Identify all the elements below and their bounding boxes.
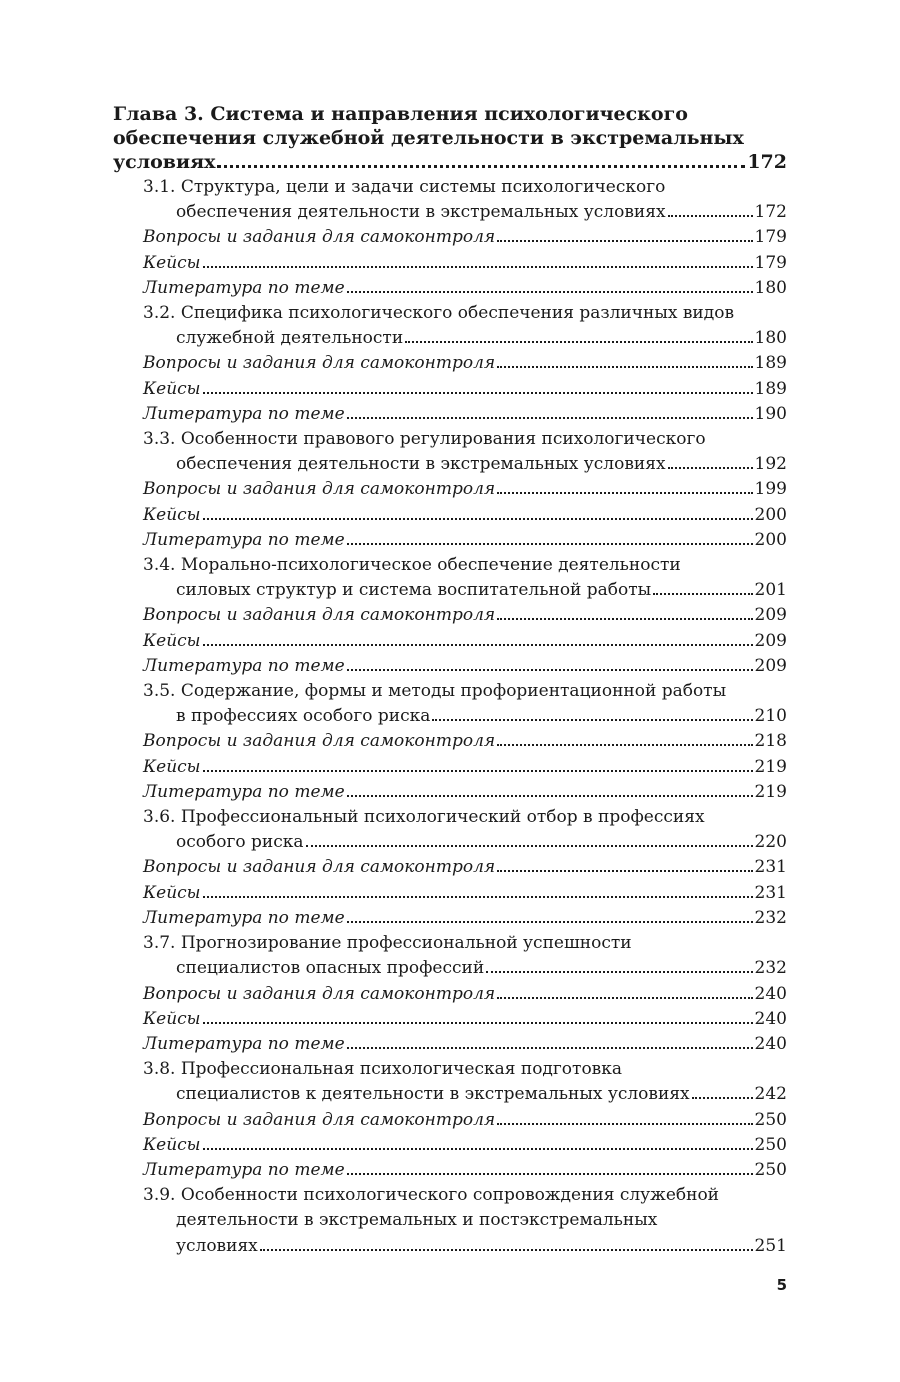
dot-leader [497, 492, 752, 494]
dot-leader [203, 1148, 753, 1150]
page-number-ref: 240 [754, 1033, 787, 1054]
subsection-cases[interactable] [113, 1007, 787, 1032]
subsection-literature[interactable] [113, 906, 787, 931]
section-block [113, 805, 787, 931]
section-title-line: 3.5. Содержание, формы и методы профориентационной работы [143, 681, 727, 702]
section-title-last-line: в профессиях особого риска [176, 706, 431, 727]
dot-leader [497, 240, 752, 242]
dot-leader [497, 366, 752, 368]
page-number-ref: 179 [754, 252, 787, 273]
section-block [113, 301, 787, 427]
dot-leader [692, 1097, 753, 1099]
subsection-questions[interactable] [113, 855, 787, 880]
dot-leader [405, 341, 752, 343]
dot-leader [347, 1173, 753, 1175]
dot-leader [203, 770, 753, 772]
page-number-ref: 201 [754, 580, 787, 601]
subsection-cases[interactable] [113, 755, 787, 780]
page-number-ref: 189 [754, 353, 787, 374]
section-entry[interactable] [113, 1082, 787, 1107]
section-entry[interactable] [113, 326, 787, 351]
subsection-label: Литература по теме [143, 529, 345, 550]
subsection-label: Кейсы [143, 630, 201, 651]
page-number-ref: 240 [754, 983, 787, 1004]
page-number-ref: 180 [754, 277, 787, 298]
section-entry[interactable] [113, 704, 787, 729]
section-block [113, 427, 787, 553]
page-number-ref: 200 [754, 504, 787, 525]
page-number-ref: 199 [754, 479, 787, 500]
subsection-label: Литература по теме [143, 403, 345, 424]
dot-leader [347, 669, 753, 671]
section-entry[interactable] [113, 956, 787, 981]
section-title-last-line: специалистов к деятельности в экстремальных условиях [176, 1084, 690, 1105]
subsection-cases[interactable] [113, 251, 787, 276]
chapter-title-line: обеспечения служебной деятельности в экстремальных [113, 127, 744, 149]
section-block [113, 553, 787, 679]
section-title-last-line: служебной деятельности [176, 328, 404, 349]
dot-leader [653, 593, 752, 595]
subsection-cases[interactable] [113, 881, 787, 906]
page-number: 5 [776, 1276, 787, 1294]
dot-leader [347, 921, 753, 923]
section-title-last-line: условиях [176, 1235, 258, 1256]
dot-leader [347, 795, 753, 797]
dot-leader [497, 997, 752, 999]
section-entry[interactable] [113, 200, 787, 225]
section-block [113, 1183, 787, 1259]
dot-leader [203, 518, 753, 520]
page-number-ref: 209 [754, 605, 787, 626]
page-number-ref: 232 [754, 907, 787, 928]
dot-leader [668, 467, 753, 469]
section-title-last-line: обеспечения деятельности в экстремальных условиях [176, 454, 666, 475]
dot-leader [203, 1022, 753, 1024]
subsection-literature[interactable] [113, 780, 787, 805]
dot-leader [668, 215, 753, 217]
subsection-label: Кейсы [143, 378, 201, 399]
chapter-entry[interactable] [113, 150, 787, 174]
subsection-label: Кейсы [143, 882, 201, 903]
subsection-questions[interactable] [113, 1108, 787, 1133]
chapter-title-line: Глава 3. Система и направления психологического [113, 103, 688, 125]
page-number-ref: 210 [754, 706, 787, 727]
page-number-ref: 231 [754, 857, 787, 878]
section-title-line: 3.6. Профессиональный психологический отбор в профессиях [143, 807, 705, 828]
page-number-ref: 209 [754, 630, 787, 651]
section-title-line: 3.7. Прогнозирование профессиональной успешности [143, 933, 632, 954]
page-number-ref: 219 [754, 756, 787, 777]
subsection-label: Вопросы и задания для самоконтроля [143, 857, 496, 878]
page-number-ref: 251 [754, 1235, 787, 1256]
section-title-line: 3.4. Морально-психологическое обеспечение деятельности [143, 555, 681, 576]
subsection-label: Вопросы и задания для самоконтроля [143, 479, 496, 500]
section-block [113, 1057, 787, 1183]
page-number-ref: 250 [754, 1134, 787, 1155]
subsection-literature[interactable] [113, 528, 787, 553]
page-number-ref: 220 [754, 832, 787, 853]
subsection-label: Кейсы [143, 1008, 201, 1029]
subsection-cases[interactable] [113, 377, 787, 402]
subsection-label: Кейсы [143, 504, 201, 525]
subsection-label: Вопросы и задания для самоконтроля [143, 731, 496, 752]
dot-leader [217, 165, 745, 168]
subsection-literature[interactable] [113, 402, 787, 427]
section-title-last-line: силовых структур и система воспитательной работы [176, 580, 652, 601]
page-number-ref: 250 [754, 1109, 787, 1130]
page-number-ref: 180 [754, 328, 787, 349]
subsection-literature[interactable] [113, 654, 787, 679]
subsection-label: Вопросы и задания для самоконтроля [143, 983, 496, 1004]
subsection-questions[interactable] [113, 225, 787, 250]
page-number-ref: 172 [754, 202, 787, 223]
dot-leader [486, 971, 752, 973]
section-title-last-line: особого риска [176, 832, 304, 853]
page-number-ref: 242 [754, 1084, 787, 1105]
section-title-line: 3.2. Специфика психологического обеспечения различных видов [143, 303, 735, 324]
page-number-ref: 231 [754, 882, 787, 903]
subsection-questions[interactable] [113, 477, 787, 502]
subsection-label: Литература по теме [143, 1159, 345, 1180]
table-of-contents [113, 102, 787, 1259]
subsection-label: Кейсы [143, 1134, 201, 1155]
subsection-label: Кейсы [143, 756, 201, 777]
dot-leader [497, 618, 752, 620]
subsection-label: Литература по теме [143, 1033, 345, 1054]
page-number-ref: 219 [754, 781, 787, 802]
page-number-ref: 190 [754, 403, 787, 424]
dot-leader [497, 1123, 752, 1125]
subsection-label: Литература по теме [143, 907, 345, 928]
page-number-ref: 189 [754, 378, 787, 399]
dot-leader [347, 291, 753, 293]
section-title-line: 3.1. Структура, цели и задачи системы психологического [143, 177, 666, 197]
section-block [113, 931, 787, 1057]
page-number-ref: 218 [754, 731, 787, 752]
subsection-label: Вопросы и задания для самоконтроля [143, 227, 496, 248]
dot-leader [347, 1047, 753, 1049]
subsection-cases[interactable] [113, 1133, 787, 1158]
dot-leader [306, 845, 753, 847]
subsection-questions[interactable] [113, 603, 787, 628]
dot-leader [497, 870, 752, 872]
section-title-line: 3.9. Особенности психологического сопровождения служебной [143, 1185, 720, 1206]
page-number-ref: 209 [754, 655, 787, 676]
dot-leader [347, 543, 753, 545]
subsection-questions[interactable] [113, 729, 787, 754]
subsection-literature[interactable] [113, 1032, 787, 1057]
page-number-ref: 240 [754, 1008, 787, 1029]
dot-leader [203, 392, 753, 394]
section-title-last-line: специалистов опасных профессий [176, 958, 485, 979]
subsection-cases[interactable] [113, 629, 787, 654]
dot-leader [203, 896, 753, 898]
section-block [113, 679, 787, 805]
dot-leader [347, 417, 753, 419]
section-entry[interactable] [113, 452, 787, 477]
dot-leader [260, 1249, 753, 1251]
page-number-ref: 250 [754, 1159, 787, 1180]
chapter-page-number: 172 [747, 151, 787, 173]
dot-leader [432, 719, 752, 721]
section-entry[interactable] [113, 830, 787, 855]
subsection-label: Вопросы и задания для самоконтроля [143, 353, 496, 374]
subsection-label: Вопросы и задания для самоконтроля [143, 1109, 496, 1130]
section-title-line: деятельности в экстремальных и постэкстремальных [176, 1210, 658, 1231]
chapter-heading [113, 102, 787, 174]
section-list [113, 175, 787, 1259]
subsection-questions[interactable] [113, 351, 787, 376]
chapter-title-last-line: условиях [113, 151, 216, 173]
dot-leader [203, 266, 753, 268]
subsection-label: Литература по теме [143, 277, 345, 298]
dot-leader [203, 644, 753, 646]
page-number-ref: 200 [754, 529, 787, 550]
section-title-last-line: обеспечения деятельности в экстремальных условиях [176, 202, 666, 223]
dot-leader [497, 744, 752, 746]
page-number-ref: 232 [754, 958, 787, 979]
subsection-label: Литература по теме [143, 655, 345, 676]
subsection-label: Вопросы и задания для самоконтроля [143, 605, 496, 626]
section-block [113, 175, 787, 301]
subsection-literature[interactable] [113, 1158, 787, 1183]
section-entry[interactable] [113, 578, 787, 603]
section-title-line: 3.8. Профессиональная психологическая подготовка [143, 1059, 623, 1080]
subsection-questions[interactable] [113, 982, 787, 1007]
section-title-line: 3.3. Особенности правового регулирования психологического [143, 429, 706, 450]
subsection-cases[interactable] [113, 503, 787, 528]
subsection-label: Литература по теме [143, 781, 345, 802]
page-number-ref: 192 [754, 454, 787, 475]
subsection-literature[interactable] [113, 276, 787, 301]
page-number-ref: 179 [754, 227, 787, 248]
subsection-label: Кейсы [143, 252, 201, 273]
section-entry[interactable] [113, 1234, 787, 1259]
